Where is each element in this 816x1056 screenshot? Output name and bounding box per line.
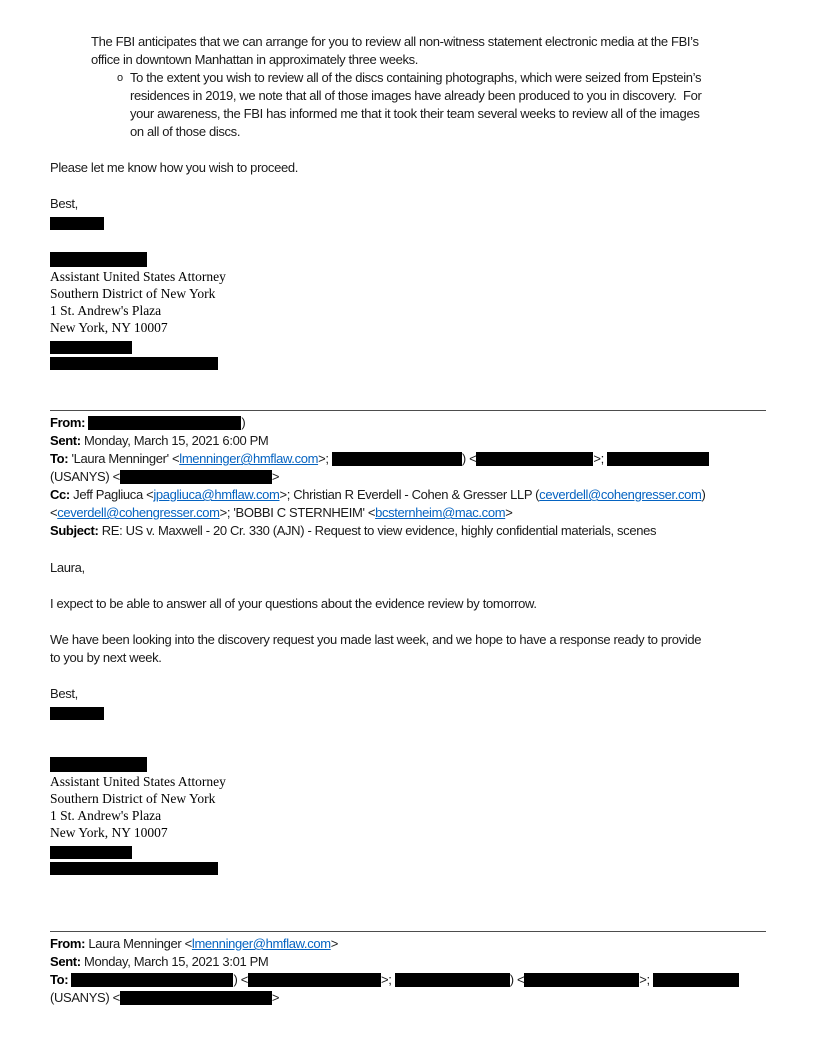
to-separator: >; [318,451,332,466]
signature-address2: New York, NY 10007 [50,825,168,840]
signature-title: Assistant United States Attorney [50,269,226,284]
email2-body [50,559,766,720]
to-line-2 [50,468,766,486]
redaction-bar-name [50,757,147,772]
from-suffix: ) [241,415,246,430]
to-line-2 [50,989,766,1007]
usanys-prefix: (USANYS) < [50,469,120,484]
signoff-text: Best, [50,686,78,701]
signature-address1: 1 St. Andrew's Plaza [50,808,162,823]
to-line-1 [50,450,766,468]
redaction-bar-recipient [120,470,272,484]
usanys-suffix: > [271,469,280,484]
cc-line-1 [50,486,766,504]
signature-title: Assistant United States Attorney [50,774,226,789]
redaction-bar-recipient [248,973,381,987]
email-link[interactable]: bcsternheim@mac.com [375,505,506,520]
signature-address1: 1 St. Andrew's Plaza [50,303,162,318]
to-separator: ) < [509,972,525,987]
to-separator: >; [380,972,395,987]
signature-district: Southern District of New York [50,286,216,301]
bullet-line: residences in 2019, we note that all of those images have already been produced to you in discovery. For [130,88,702,103]
sent-value: Monday, March 15, 2021 6:00 PM [84,433,269,448]
subject-label: Subject: [50,523,99,538]
signature-district: Southern District of New York [50,791,216,806]
from-value: Laura Menninger < [88,936,192,951]
redaction-bar-recipient [332,452,462,466]
email-link[interactable]: ceverdell@cohengresser.com [539,487,702,502]
paragraph-line: office in downtown Manhattan in approximately three weeks. [91,52,419,67]
paragraph-line: I expect to be able to answer all of your questions about the evidence review by tomorrow. [50,596,537,611]
redaction-bar-recipient [607,452,709,466]
to-label: To: [50,451,69,466]
to-separator: >; [593,451,608,466]
subject-value: RE: US v. Maxwell - 20 Cr. 330 (AJN) - Request to view evidence, highly confidential materials, scenes [101,523,657,538]
signature-block [50,252,766,370]
signoff-text: Best, [50,196,78,211]
message-divider-rule [50,931,766,932]
bullet-line: To the extent you wish to review all of the discs containing photographs, which were seized from Epstein’s [130,70,702,85]
redaction-bar-phone [50,846,132,859]
redaction-bar-recipient [524,973,639,987]
to-line-1 [50,971,766,989]
bullet-line: your awareness, the FBI has informed me that it took their team several weeks to review all of the images [130,106,700,121]
redaction-bar-recipient [71,973,233,987]
email-link[interactable]: ceverdell@cohengresser.com [57,505,220,520]
to-separator: ) < [233,972,248,987]
paragraph-line: to you by next week. [50,650,162,665]
cc-text: >; 'BOBBI C STERNHEIM' < [219,505,376,520]
sent-label: Sent: [50,433,81,448]
email1-body [50,33,766,230]
bullet-marker-icon: o [117,72,123,84]
redaction-bar-recipient [395,973,510,987]
email-header-1 [50,414,766,540]
paragraph-line: The FBI anticipates that we can arrange for you to review all non-witness statement electronic media at the FBI’s [91,34,699,49]
redaction-bar-email [50,862,218,875]
sent-line [50,432,766,450]
cc-line-2 [50,504,766,522]
cc-label: Cc: [50,487,70,502]
email-link[interactable]: jpagliuca@hmflaw.com [153,487,280,502]
cc-text: > [505,505,513,520]
signature-address2: New York, NY 10007 [50,320,168,335]
bullet-line: on all of those discs. [130,124,241,139]
subject-line [50,522,766,540]
to-separator: >; [639,972,653,987]
redaction-bar-email [50,357,218,370]
sent-value: Monday, March 15, 2021 3:01 PM [84,954,269,969]
redaction-bar-sender-name [50,217,104,230]
from-line [50,414,766,432]
redaction-bar-from [88,416,241,430]
redaction-bar-phone [50,341,132,354]
usanys-prefix: (USANYS) < [50,990,120,1005]
cc-text: >; Christian R Everdell - Cohen & Gresser LLP ( [279,487,540,502]
cc-text: < [50,505,58,520]
email-link[interactable]: lmenninger@hmflaw.com [191,936,331,951]
redaction-bar-sender-name [50,707,104,720]
to-separator: ) < [461,451,477,466]
to-label: To: [50,972,69,987]
redaction-bar-recipient [120,991,272,1005]
sent-line [50,953,766,971]
to-recipient: 'Laura Menninger' < [71,451,180,466]
signature-block [50,757,766,875]
sent-label: Sent: [50,954,81,969]
email-header-2 [50,935,766,1007]
from-label: From: [50,936,86,951]
redaction-bar-recipient [476,452,593,466]
redaction-bar-recipient [653,973,739,987]
usanys-suffix: > [271,990,280,1005]
message-divider-rule [50,410,766,411]
paragraph-line: We have been looking into the discovery request you made last week, and we hope to have a response ready to provide [50,632,702,647]
from-line [50,935,766,953]
from-suffix: > [330,936,338,951]
closing-request-line: Please let me know how you wish to proceed. [50,160,298,175]
email-link[interactable]: lmenninger@hmflaw.com [179,451,319,466]
redaction-bar-name [50,252,147,267]
bullet-text [130,69,701,141]
cc-recipient: Jeff Pagliuca < [73,487,154,502]
from-label: From: [50,415,86,430]
sub-bullet-item [50,69,766,141]
cc-text: ) [701,487,706,502]
greeting: Laura, [50,560,85,575]
